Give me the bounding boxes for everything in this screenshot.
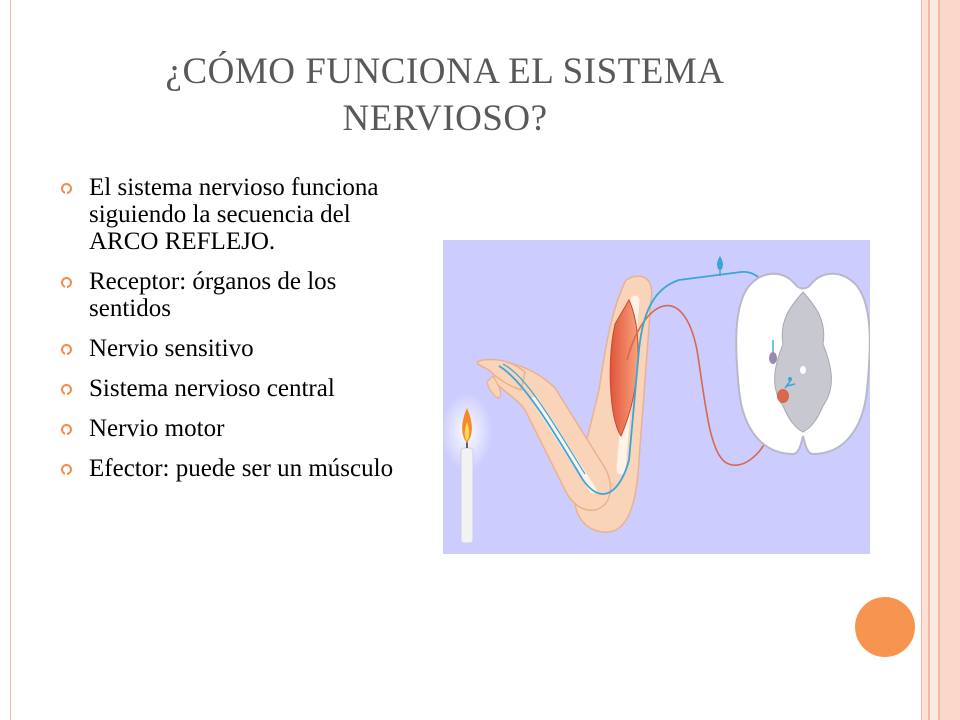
decorative-circle xyxy=(855,597,915,657)
bullet-item xyxy=(58,335,418,362)
motor-neuron-icon xyxy=(777,389,789,403)
central-canal xyxy=(800,366,806,374)
bullet-item xyxy=(58,174,418,255)
bullet-icon xyxy=(61,277,72,288)
bullet-text: Nervio motor xyxy=(89,415,225,442)
synapse-terminal xyxy=(788,377,792,381)
bullet-icon xyxy=(61,464,72,475)
ganglion-icon xyxy=(717,256,723,271)
bullet-text: Sistema nervioso central xyxy=(89,375,335,402)
interneuron-icon xyxy=(769,352,777,364)
bullet-text: Nervio sensitivo xyxy=(89,335,254,362)
reflex-arc-illustration xyxy=(443,240,870,554)
slide-title: ¿CÓMO FUNCIONA EL SISTEMA NERVIOSO? xyxy=(165,51,725,139)
bullet-item xyxy=(58,375,418,402)
bullet-item xyxy=(58,415,418,442)
bullet-text: El sistema nervioso funciona siguiendo la secuencia del ARCO REFLEJO. xyxy=(89,174,379,255)
candle-body xyxy=(461,448,473,543)
reflex-arc-svg xyxy=(443,240,870,554)
bullet-list xyxy=(58,174,418,495)
bullet-item xyxy=(58,268,418,322)
bullet-item xyxy=(58,455,418,482)
bullet-text: Receptor: órganos de los sentidos xyxy=(89,268,337,322)
bullet-icon xyxy=(61,384,72,395)
bullet-icon xyxy=(61,344,72,355)
bullet-icon xyxy=(61,183,72,194)
bullet-icon xyxy=(61,424,72,435)
decorative-stripes xyxy=(922,0,960,720)
bullet-text: Efector: puede ser un músculo xyxy=(89,455,394,482)
